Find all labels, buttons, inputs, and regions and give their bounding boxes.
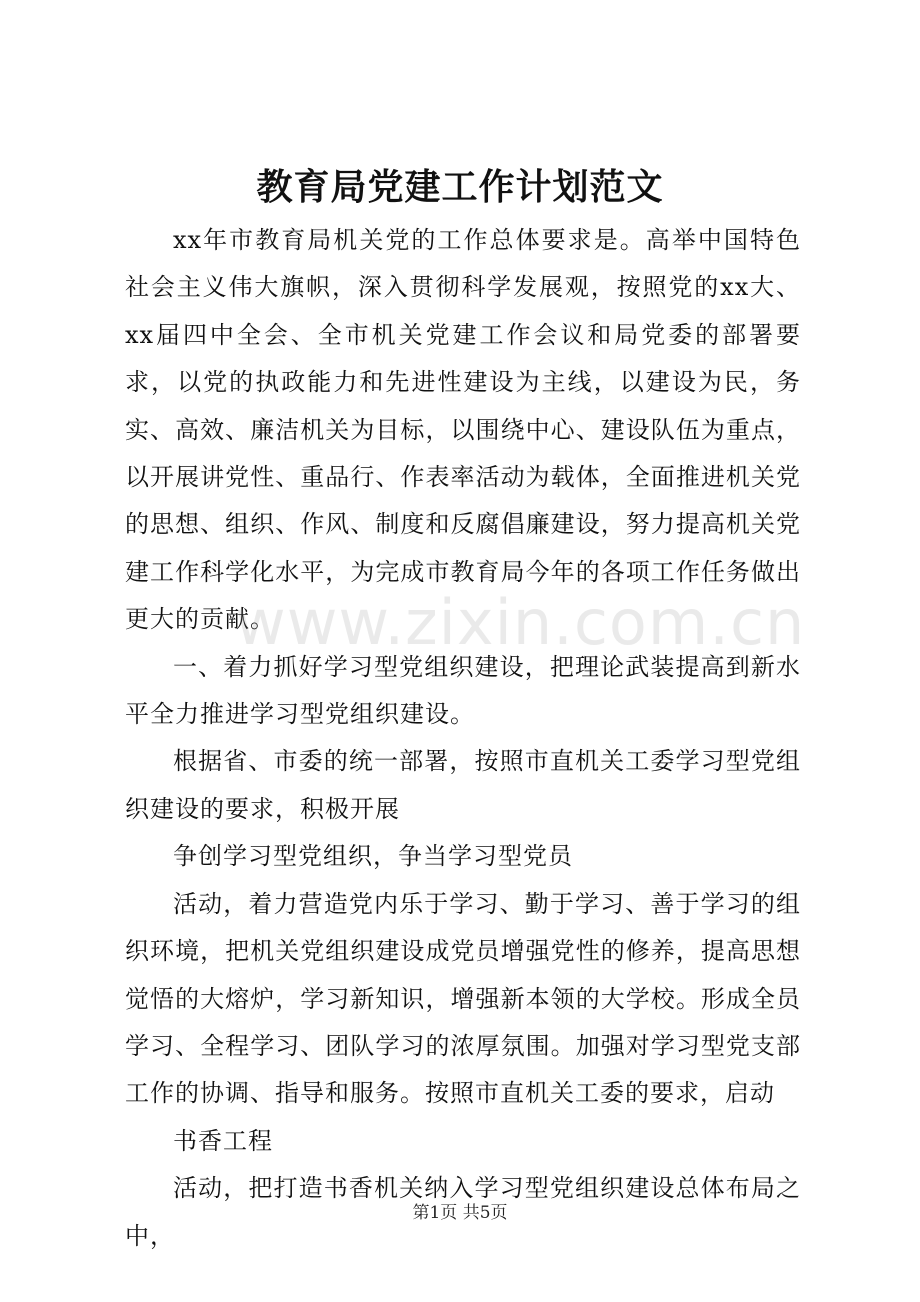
- paragraph-7: 活动，把打造书香机关纳入学习型党组织建设总体布局之中，: [125, 1174, 801, 1250]
- paragraph-6: 书香工程: [173, 1126, 273, 1155]
- paragraph-2: 一、着力抓好学习型党组织建设，把理论武装提高到新水平全力推进学习型党组织建设。: [125, 652, 801, 729]
- page-footer: 第1页 共5页: [412, 1203, 508, 1223]
- paragraph-1: xx年市教育局机关党的工作总体要求是。高举中国特色社会主义伟大旗帜，深入贯彻科学发展观，按照党的xx大、xx届四中全会、全市机关党建工作会议和局党委的部署要求，以党的执政能力和先进性建设为主线，以建设为民，务实、高效、廉洁机关为目标，以围绕中心、建设队伍为重点，以开展讲党性、重品行、作表率活动为载体，全面推进机关党的思想、组织、作风、制度和反腐倡廉建设，努力提高机关党建工作科学化水平，为完成市教育局今年的各项工作任务做出更大的贡献。: [125, 226, 801, 634]
- paragraph-5: 活动，着力营造党内乐于学习、勤于学习、善于学习的组织环境，把机关党组织建设成党员增强党性的修养，提高思想觉悟的大熔炉，学习新知识，增强新本领的大学校。形成全员学习、全程学习、团队学习的浓厚氛围。加强对学习型党支部工作的协调、指导和服务。按照市直机关工委的要求，启动: [125, 889, 801, 1108]
- paragraph-3: 根据省、市委的统一部署，按照市直机关工委学习型党组织建设的要求，积极开展: [125, 747, 801, 823]
- document-title: 教育局党建工作计划范文: [256, 166, 664, 208]
- document-body: [125, 217, 801, 1260]
- paragraph-4: 争创学习型党组织，争当学习型党员: [173, 842, 573, 871]
- watermark: www.zixin.com.cn: [235, 586, 806, 659]
